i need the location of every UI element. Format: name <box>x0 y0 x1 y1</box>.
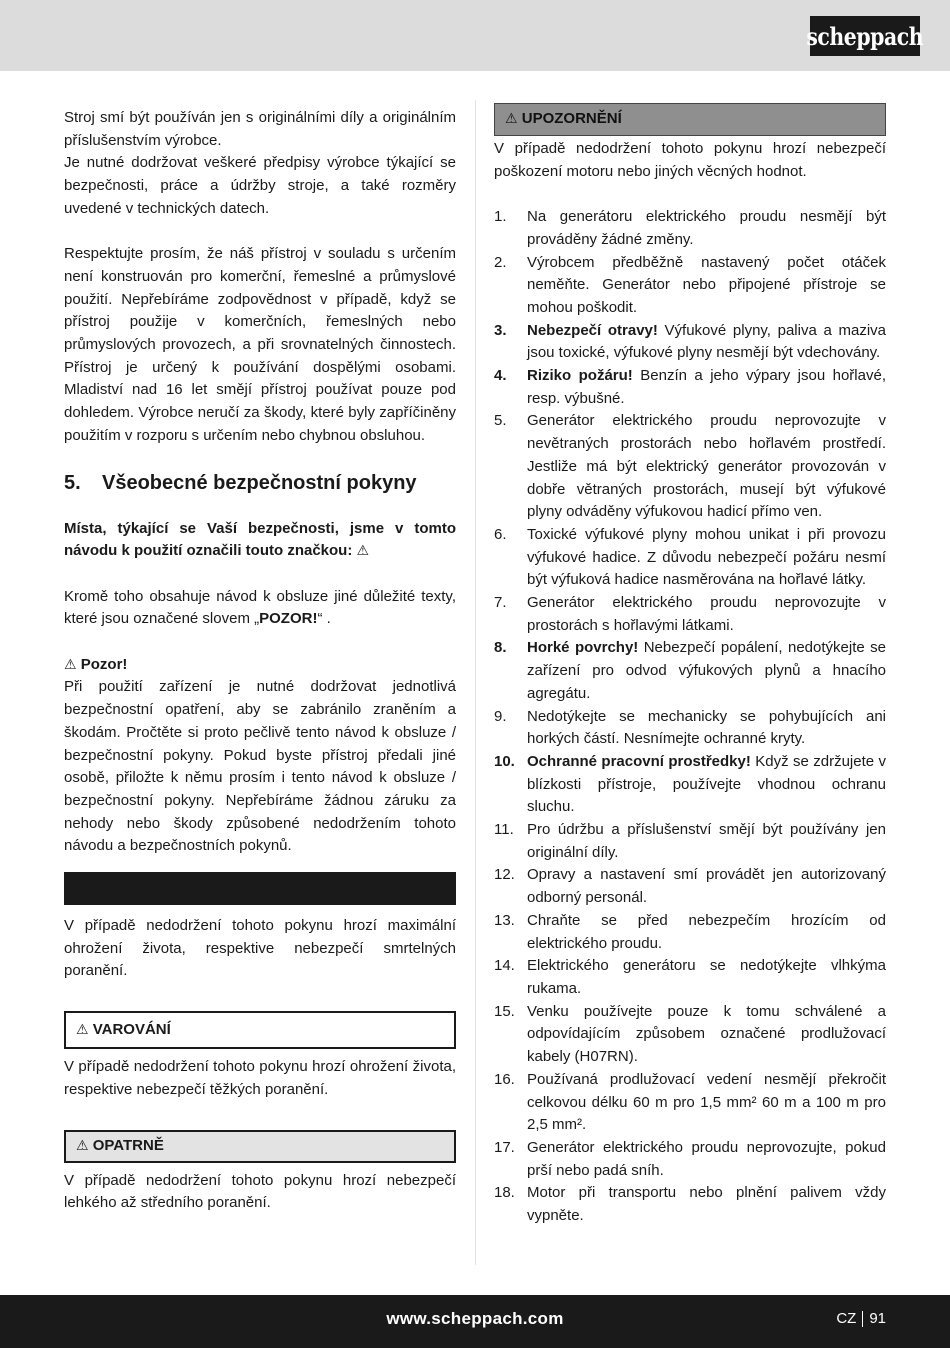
list-item-text: Pro údržbu a příslušenství smějí být používány jen originální díly. <box>527 821 886 861</box>
list-item <box>494 1001 886 1069</box>
warning-triangle-icon: ⚠ <box>76 1137 89 1154</box>
list-item-text: Riziko požáru! Benzín a jeho výpary jsou hořlavé, resp. výbušné. <box>527 367 886 407</box>
list-item-number: 1. <box>494 208 507 226</box>
list-item-highlight: Nebezpečí otravy! <box>527 321 658 339</box>
warning-triangle-icon: ⚠ <box>356 543 370 560</box>
list-item-text: Opravy a nastavení smí provádět jen autorizovaný odborný personál. <box>527 866 886 907</box>
upozorneni-box: ⚠ UPOZORNĚNÍ <box>494 103 886 136</box>
intro-paragraph-2: Je nutné dodržovat veškeré předpisy výrobce týkající se bezpečnosti, práce a údržby stroje, a také rozměry uvedené v technických datech. <box>64 154 456 217</box>
list-item-number: 6. <box>494 525 507 543</box>
list-item-text: Motor při transportu nebo plnění palivem vždy vypněte. <box>527 1184 886 1225</box>
list-item <box>494 592 886 637</box>
list-item-number: 15. <box>494 1002 515 1020</box>
list-item <box>494 1069 886 1137</box>
right-column <box>494 107 886 1228</box>
footer <box>0 1295 950 1348</box>
list-item-text: Výrobcem předběžně nastavený počet otáček neměňte. Generátor nebo připojené přístroje se mohou poškodit. <box>527 253 886 316</box>
section-heading <box>64 470 456 496</box>
varovani-box: ⚠ VAROVÁNÍ <box>64 1011 456 1049</box>
safety-list <box>494 206 886 1228</box>
list-item-number: 8. <box>494 639 507 657</box>
column-divider <box>475 100 476 1265</box>
footer-url: www.scheppach.com <box>386 1309 564 1328</box>
list-item <box>494 524 886 592</box>
language-code: CZ <box>836 1310 857 1327</box>
scheppach-logo: scheppach <box>810 16 920 56</box>
opatrne-text: V případě nedodržení tohoto pokynu hrozí nebezpečí lehkého až středního poranění. <box>64 1171 456 1212</box>
list-item-number: 7. <box>494 594 507 612</box>
list-item-number: 18. <box>494 1184 515 1202</box>
section-title: Všeobecné bezpečnostní pokyny <box>102 471 417 494</box>
list-item-number: 9. <box>494 707 507 725</box>
list-item-text: Generátor elektrického proudu neprovozujte v prostorách s hořlavými látkami. <box>527 594 886 634</box>
list-item <box>494 819 886 864</box>
list-item-number: 14. <box>494 957 515 975</box>
pozor-text: Při použití zařízení je nutné dodržovat jednotlivá bezpečnostní opatření, aby se zabránilo zraněním a škodám. Pročtěte si proto pečlivě tento návod k obsluze / bezpečnostní pokyny. Pokud byste přístroj předali jiné osobě, přiložte k němu prosím i tento návod k obsluze / bezpečnostní pokyny. Nepřebíráme žádnou záruku za nehody nebo škody způsobené nedodržením tohoto návodu a bezpečnostních pokynů. <box>64 678 456 855</box>
list-item-number: 3. <box>494 321 507 339</box>
list-item <box>494 320 886 365</box>
warning-triangle-icon: ⚠ <box>64 656 77 673</box>
warning-triangle-icon: ⚠ <box>76 1021 89 1038</box>
list-item-text: Generátor elektrického proudu neprovozujte, pokud prší nebo padá sníh. <box>527 1138 886 1179</box>
list-item <box>494 751 886 819</box>
pozor-label: ⚠ Pozor! <box>64 654 456 677</box>
list-item <box>494 910 886 955</box>
list-item <box>494 864 886 909</box>
intended-use-paragraph: Respektujte prosím, že náš přístroj v souladu s určením není konstruován pro komerční, řemeslné a průmyslové použití. Nepřebíráme zodpovědnost v případě, když se přístroj použije v komerčních, řemeslných nebo průmyslových provozech, a při srovnatelných činnostech. Přístroj je určený k používání dospělými osobami. Mladiství nad 16 let smějí přístroj používat pouze pod dohledem. Výrobce neručí za škody, které byly zapříčiněny použitím v rozporu s určením nebo chybnou obsluhou. <box>64 245 456 444</box>
list-item <box>494 365 886 410</box>
list-item-text: Ochranné pracovní prostředky! Když se zdržujete v blízkosti přístroje, používejte vhodnou ochranu sluchu. <box>527 752 886 816</box>
list-item-number: 12. <box>494 866 515 884</box>
list-item <box>494 1182 886 1227</box>
opatrne-box: ⚠ OPATRNĚ <box>64 1130 456 1163</box>
list-item-highlight: Horké povrchy! <box>527 639 639 657</box>
list-item-number: 17. <box>494 1138 515 1156</box>
section-number: 5. <box>64 471 81 494</box>
list-item-highlight: Ochranné pracovní prostředky! <box>527 752 751 770</box>
list-item-number: 2. <box>494 253 507 271</box>
warning-triangle-icon: ⚠ <box>505 111 518 128</box>
list-item-text: Horké povrchy! Nebezpečí popálení, nedotýkejte se zařízení pro odvod výfukových plynů a hnacího agregátu. <box>527 639 886 702</box>
list-item-text: Na generátoru elektrického proudu nesmějí být prováděny žádné změny. <box>527 208 886 248</box>
list-item-text: Elektrického generátoru se nedotýkejte vlhkýma rukama. <box>527 957 886 997</box>
list-item <box>494 206 886 251</box>
safety-intro: Místa, týkající se Vaší bezpečnosti, jsme v tomto návodu k použití označili touto značkou: ⚠ <box>64 518 456 563</box>
page-number: 91 <box>869 1310 886 1327</box>
list-item-text: Generátor elektrického proudu neprovozujte v nevětraných prostorách nebo hořlavém prostředí. Jestliže má být elektrický generátor provozován v dobře větraných prostorách, musejí být výfukové plyny odváděny výfukovou hadicí přímo ven. <box>527 412 886 521</box>
varovani-text: V případě nedodržení tohoto pokynu hrozí ohrožení života, respektive nebezpečí těžkých poranění. <box>64 1058 456 1098</box>
list-item <box>494 706 886 751</box>
list-item <box>494 955 886 1000</box>
list-item-number: 13. <box>494 911 515 929</box>
page-indicator <box>836 1310 886 1327</box>
list-item-number: 11. <box>494 821 514 839</box>
list-item-highlight: Riziko požáru! <box>527 367 633 385</box>
list-item <box>494 410 886 524</box>
page-separator <box>862 1311 863 1327</box>
upozorneni-text: V případě nedodržení tohoto pokynu hrozí nebezpečí poškození motoru nebo jiných věcných hodnot. <box>494 140 886 180</box>
intro-paragraph-1: Stroj smí být používán jen s originálními díly a originálním příslušenstvím výrobce. <box>64 109 456 149</box>
list-item-text: Používaná prodlužovací vedení nesmějí překročit celkovou délku 60 m pro 1,5 mm² 60 m a 100 m pro 2,5 mm². <box>527 1070 886 1134</box>
left-column <box>64 107 456 1215</box>
list-item <box>494 1137 886 1182</box>
list-item-text: Nebezpečí otravy! Výfukové plyny, paliva a maziva jsou toxické, výfukové plyny nesmějí být vdechovány. <box>527 321 886 362</box>
note-paragraph: Kromě toho obsahuje návod k obsluze jiné důležité texty, které jsou označené slovem „POZOR!“ . <box>64 587 456 628</box>
list-item-number: 4. <box>494 367 507 385</box>
list-item-text: Nedotýkejte se mechanicky se pohybujících ani horkých částí. Nesnímejte ochranné kryty. <box>527 707 886 748</box>
list-item-number: 10. <box>494 752 515 770</box>
list-item-text: Chraňte se před nebezpečím hrozícím od elektrického proudu. <box>527 911 886 952</box>
danger-text: V případě nedodržení tohoto pokynu hrozí maximální ohrožení života, respektive nebezpečí smrtelných poranění. <box>64 917 456 980</box>
list-item <box>494 637 886 705</box>
list-item-number: 16. <box>494 1070 515 1088</box>
list-item-text: Venku používejte pouze k tomu schválené a odpovídajícím způsobem označené prodlužovací kabely (H07RN). <box>527 1002 886 1066</box>
list-item-text: Toxické výfukové plyny mohou unikat i při provozu výfukové hadice. Z důvodu nebezpečí požáru nesmí být výfuková hadice nasměrována na hořlavé látky. <box>527 525 886 589</box>
list-item-number: 5. <box>494 412 507 430</box>
danger-bar <box>64 872 456 905</box>
list-item <box>494 252 886 320</box>
